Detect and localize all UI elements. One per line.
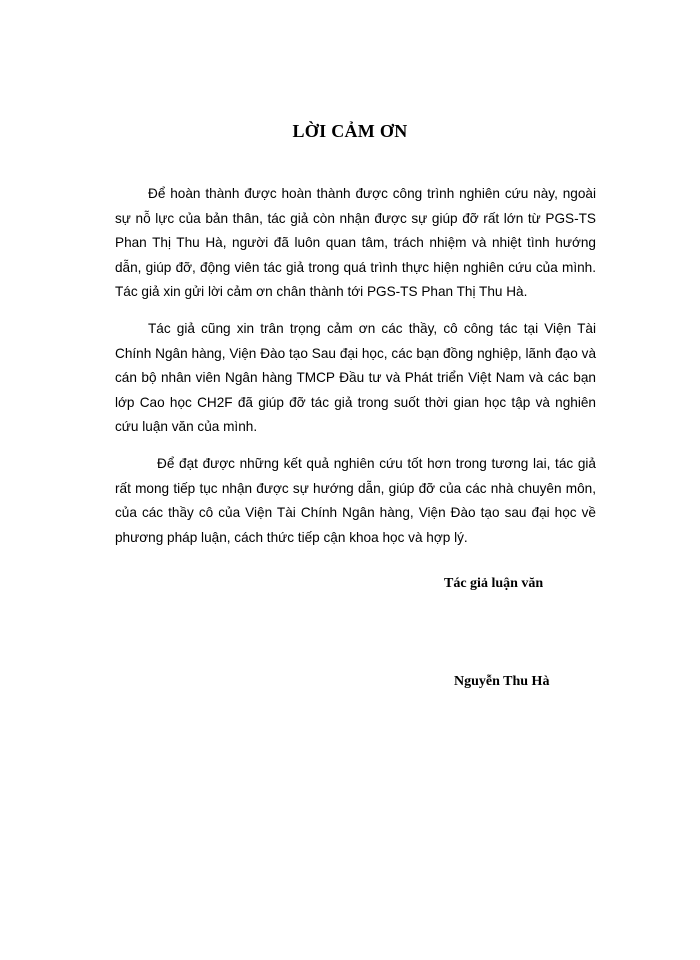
signature-role: Tác giả luận văn: [444, 576, 544, 591]
paragraph-3: Để đạt được những kết quả nghiên cứu tốt hơn trong tương lai, tác giả rất mong tiếp tục nhận được sự hướng dẫn, giúp đỡ của các nhà chuyên môn, của các thầy cô của Viện Tài Chính Ngân hàng, Viện Đào tạo sau đại học về phương pháp luận, cách thức tiếp cận khoa học và hợp lý.: [115, 455, 596, 545]
page-title: LỜI CẢM ƠN: [292, 121, 408, 141]
acknowledgement-body: [115, 182, 596, 562]
paragraph-2: Tác giả cũng xin trân trọng cảm ơn các thầy, cô công tác tại Viện Tài Chính Ngân hàng, Viện Đào tạo Sau đại học, các bạn đồng nghiệp, lãnh đạo và cán bộ nhân viên Ngân hàng TMCP Đầu tư và Phát triển Việt Nam và các bạn lớp Cao học CH2F đã giúp đỡ tác giả trong suốt thời gian học tập và nghiên cứu luận văn của mình.: [115, 320, 596, 435]
signature-name: Nguyễn Thu Hà: [454, 674, 550, 689]
paragraph-1: Để hoàn thành được hoàn thành được công trình nghiên cứu này, ngoài sự nỗ lực của bản thân, tác giả còn nhận được sự giúp đỡ rất lớn từ PGS-TS Phan Thị Thu Hà, người đã luôn quan tâm, trách nhiệm và nhiệt tình hướng dẫn, giúp đỡ, động viên tác giả trong quá trình thực hiện nghiên cứu của mình. Tác giả xin gửi lời cảm ơn chân thành tới PGS-TS Phan Thị Thu Hà.: [115, 186, 596, 300]
